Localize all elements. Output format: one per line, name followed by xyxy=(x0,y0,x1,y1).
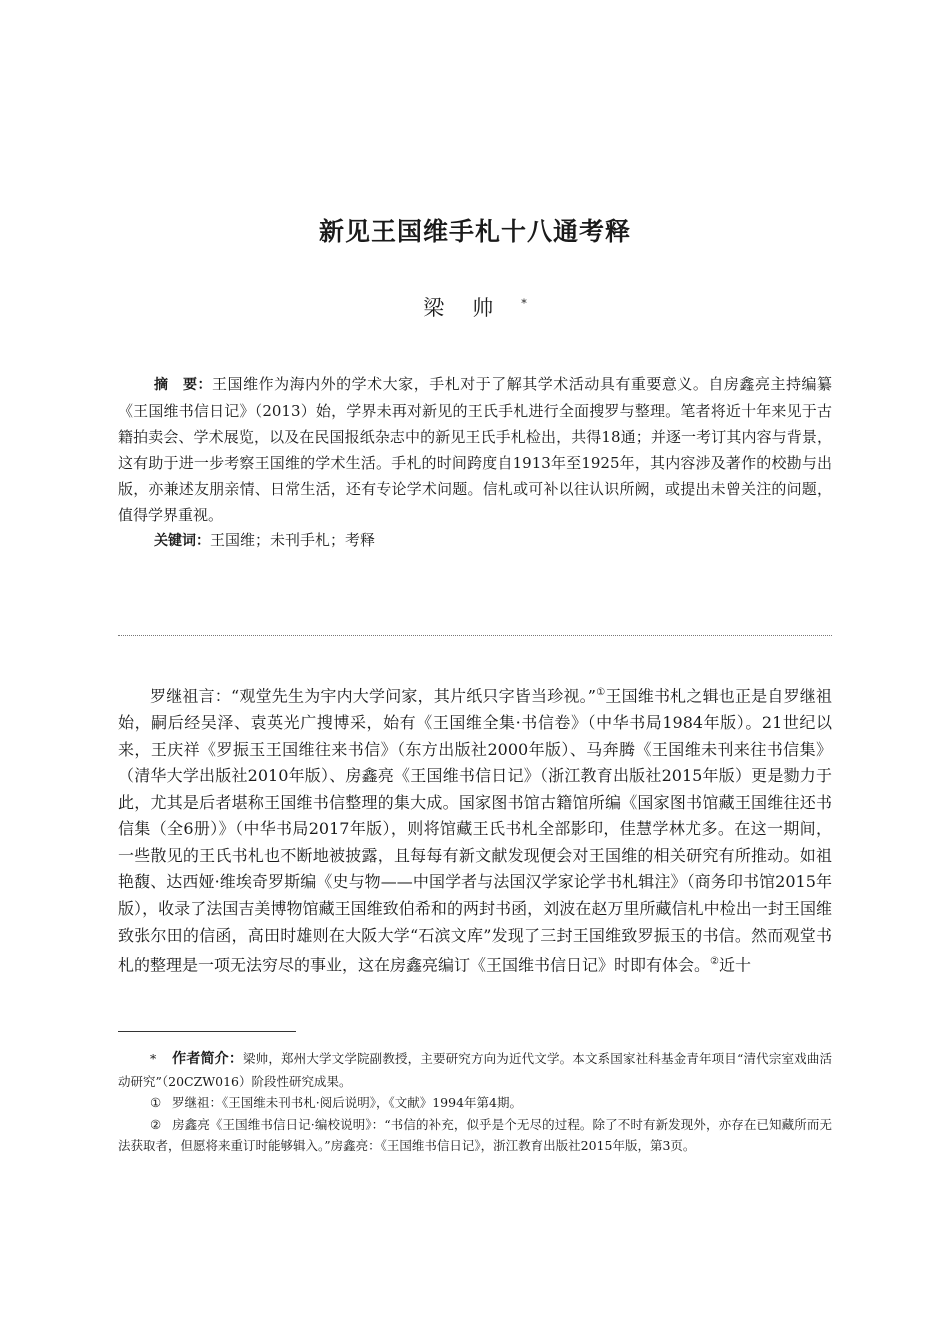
keywords-paragraph xyxy=(118,528,832,555)
footnote-ref-1: ① xyxy=(596,687,606,698)
footnote-text: 房鑫亮《王国维书信日记·编校说明》：“书信的补充，似乎是个无尽的过程。除了不时有新发现外，亦存在已知藏所而无法获取者，但愿将来重订时能够辑入。”房鑫亮：《王国维书信日记》，浙江教育出版社2015年版，第3页。 xyxy=(118,1116,832,1153)
abstract-text: 王国维作为海内外的学术大家，手札对于了解其学术活动具有重要意义。自房鑫亮主持编纂《王国维书信日记》（2013）始，学界未再对新见的王氏手札进行全面搜罗与整理。笔者将近十年来见于古籍拍卖会、学术展览，以及在民国报纸杂志中的新见王氏手札检出，共得18通；并逐一考订其内容与背景，这有助于进一步考察王国维的学术生活。手札的时间跨度自1913年至1925年，其内容涉及著作的校勘与出版，亦兼述友朋亲情、日常生活，还有专论学术问题。信札或可补以往认识所阙，或提出未曾关注的问题，值得学界重视。 xyxy=(118,375,832,524)
body-text-part-3: 近十 xyxy=(718,955,751,975)
footnote-marker: ② xyxy=(150,1116,162,1132)
footnote-1 xyxy=(118,1092,832,1114)
author-footnote-marker: * xyxy=(521,297,527,310)
author xyxy=(0,292,950,322)
footnote-label: 作者简介： xyxy=(172,1051,243,1067)
footnotes xyxy=(118,1048,832,1157)
abstract-paragraph xyxy=(118,372,832,528)
footnote-rule xyxy=(118,1031,296,1032)
page-title: 新见王国维手札十八通考释 xyxy=(318,217,631,246)
footnote-marker: * xyxy=(150,1051,157,1066)
footnote-text: 罗继祖：《王国维未刊书札·阅后说明》，《文献》1994年第4期。 xyxy=(172,1095,522,1110)
footnote-marker: ① xyxy=(150,1095,162,1110)
abstract-block xyxy=(118,372,832,555)
keywords-label: 关键词： xyxy=(154,533,210,550)
footnote-ref-2: ② xyxy=(710,956,719,968)
footnote-text: 梁帅，郑州大学文学院副教授，主要研究方向为近代文学。本文系国家社科基金青年项目“清代宗室戏曲活动研究”（20CZW016）阶段性研究成果。 xyxy=(118,1051,832,1089)
abstract-label: 摘 要： xyxy=(154,377,213,393)
section-divider xyxy=(118,635,832,636)
body-text-part-2: 王国维书札之辑也正是自罗继祖始，嗣后经吴泽、袁英光广搜博采，始有《王国维全集·书信卷》（中华书局1984年版）。21世纪以来，王庆祥《罗振玉王国维往来书信》（东方出版社2000年版）、马奔腾《王国维未刊来往书信集》（清华大学出版社2010年版）、房鑫亮《王国维书信日记》（浙江教育出版社2015年版）更是勠力于此，尤其是后者堪称王国维书信整理的集大成。国家图书馆古籍馆所编《国家图书馆藏王国维往还书信集（全6册）》（中华书局2017年版），则将馆藏王氏书札全部影印，佳慧学林尤多。在这一期间，一些散见的王氏书札也不断地被披露，且每每有新文献发现便会对王国维的相关研究有所推动。如祖艳馥、达西娅·维埃奇罗斯编《史与物——中国学者与法国汉学家论学书札辑注》（商务印书馆2015年版），收录了法国吉美博物馆藏王国维致伯希和的两封书函，刘波在赵万里所藏信札中检出一封王国维致张尔田的信函，高田时雄则在大阪大学“石滨文库”发现了三封王国维致罗振玉的书信。然而观堂书札的整理是一项无法穷尽的事业，这在房鑫亮编订《王国维书信日记》时即有体会。 xyxy=(118,686,832,975)
footnote-author xyxy=(118,1048,832,1092)
footnote-2 xyxy=(118,1114,832,1157)
keywords-text: 王国维；未刊手札；考释 xyxy=(210,531,376,550)
author-name: 梁帅 xyxy=(423,296,522,320)
body-paragraph xyxy=(118,680,832,979)
body-text-part-1: 罗继祖言：“观堂先生为宇内大学问家，其片纸只字皆当珍视。” xyxy=(150,686,596,706)
